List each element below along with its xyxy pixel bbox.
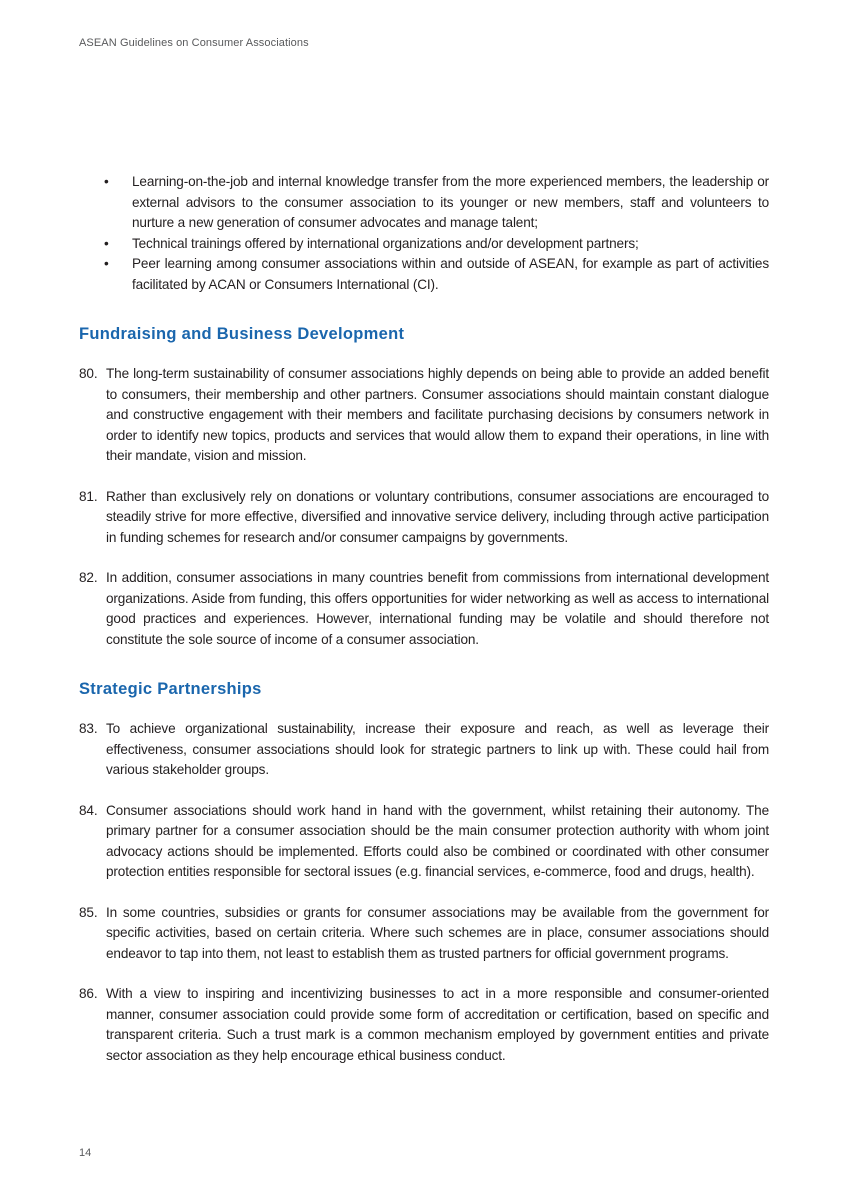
bullet-dot-icon: • <box>104 235 109 251</box>
paragraph-text: With a view to inspiring and incentivizing businesses to act in a more responsible and consumer-oriented manner, consumer association could provide some form of accreditation or certification, based on specific and transparent criteria. Such a trust mark is a common mechanism employed by government entities and private sector association as they help encourage ethical business conduct. <box>106 986 769 1063</box>
numbered-paragraph-81 <box>79 487 769 549</box>
bullet-text: Technical trainings offered by international organizations and/or development partners; <box>132 235 639 251</box>
bullet-item <box>79 254 769 295</box>
numbered-paragraph-83 <box>79 719 769 781</box>
paragraph-number: 82. <box>79 570 98 585</box>
bullet-text: Learning-on-the-job and internal knowledge transfer from the more experienced members, the leadership or external advisors to the consumer association to its younger or new members, staff and volunteers to nurture a new generation of consumer advocates and manage talent; <box>132 174 769 230</box>
numbered-paragraph-84 <box>79 801 769 883</box>
bullet-dot-icon: • <box>104 174 109 189</box>
bullet-item <box>79 172 769 234</box>
paragraph-text: The long-term sustainability of consumer associations highly depends on being able to provide an added benefit to consumers, their membership and other partners. Consumer associations should maintain constant dialogue and constructive engagement with their members and facilitate purchasing decisions by consumers network in order to identify new topics, products and services that would allow them to expand their operations, in line with their mandate, vision and mission. <box>106 366 769 463</box>
paragraph-text: To achieve organizational sustainability, increase their exposure and reach, as well as leverage their effectiveness, consumer associations should look for strategic partners to link up with. These could hail from various stakeholder groups. <box>106 721 769 777</box>
paragraph-text: Rather than exclusively rely on donations or voluntary contributions, consumer associations are encouraged to steadily strive for more effective, diversified and innovative service delivery, including through active participation in funding schemes for research and/or consumer campaigns by governments. <box>106 488 769 545</box>
paragraph-text: In some countries, subsidies or grants for consumer associations may be available from the government for specific activities, based on certain criteria. Where such schemes are in place, consumer associations should endeavor to tap into them, not least to establish them as trusted partners for official government programs. <box>106 904 769 961</box>
paragraph-text: In addition, consumer associations in many countries benefit from commissions from international development organizations. Aside from funding, this offers opportunities for wider networking as well as access to international good practices and experiences. However, international funding may be volatile and should therefore not constitute the sole source of income of a consumer association. <box>106 570 769 647</box>
numbered-paragraph-80 <box>79 364 769 467</box>
paragraph-number: 83. <box>79 721 98 736</box>
page-number: 14 <box>79 1147 92 1159</box>
paragraph-number: 85. <box>79 904 98 920</box>
paragraph-number: 84. <box>79 802 98 818</box>
page-content <box>79 172 769 1066</box>
section-heading-fundraising: Fundraising and Business Development <box>79 325 405 343</box>
numbered-paragraph-86 <box>79 984 769 1066</box>
paragraph-number: 80. <box>79 366 98 381</box>
paragraph-text: Consumer associations should work hand in hand with the government, whilst retaining their autonomy. The primary partner for a consumer association should be the main consumer protection authority with whom joint advocacy actions should be implemented. Efforts could also be combined or coordinated with other consumer protection entities responsible for sectoral issues (e.g. financial services, e-commerce, food and drugs, health). <box>106 802 769 879</box>
bullet-dot-icon: • <box>104 256 109 271</box>
numbered-paragraph-82 <box>79 568 769 650</box>
running-header: ASEAN Guidelines on Consumer Associations <box>79 37 309 49</box>
bullet-text: Peer learning among consumer associations within and outside of ASEAN, for example as part of activities facilitated by ACAN or Consumers International (CI). <box>132 256 769 292</box>
paragraph-number: 81. <box>79 488 98 504</box>
bullet-list <box>79 172 769 295</box>
section-heading-strategic-partnerships: Strategic Partnerships <box>79 680 262 698</box>
paragraph-number: 86. <box>79 986 98 1001</box>
bullet-item <box>79 234 769 255</box>
numbered-paragraph-85 <box>79 903 769 965</box>
